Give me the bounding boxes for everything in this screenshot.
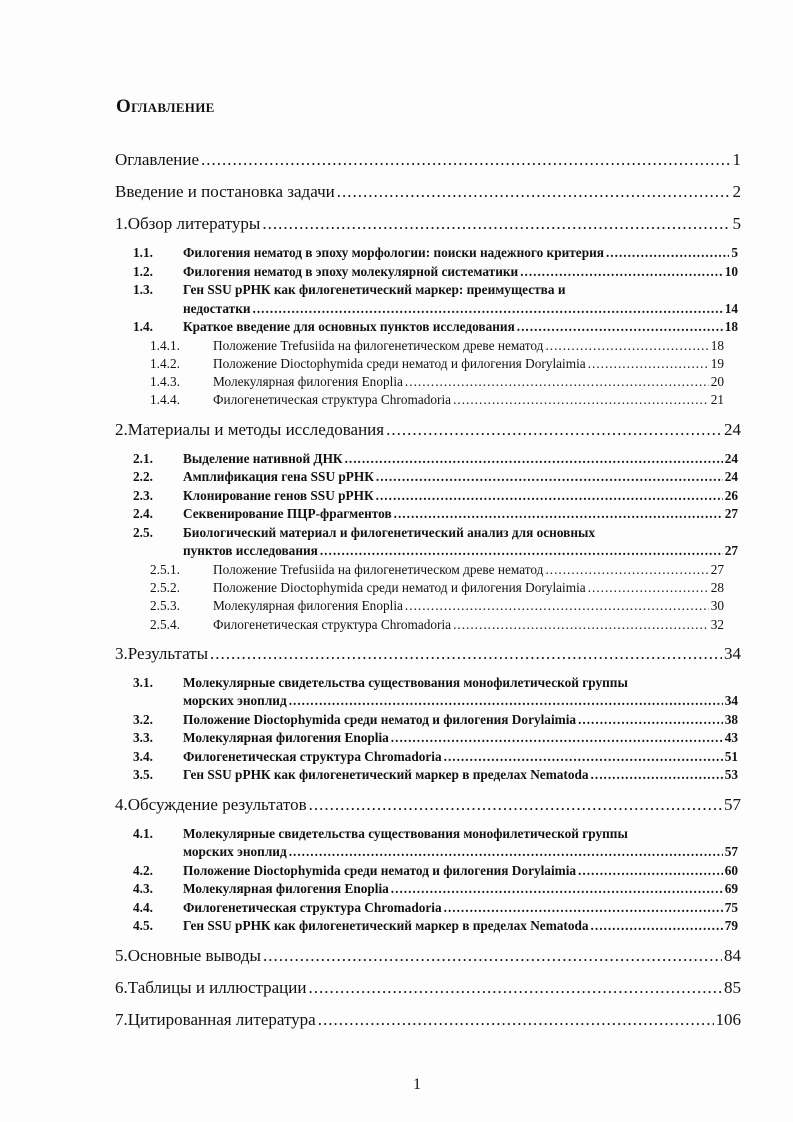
toc-entry-line <box>150 561 724 579</box>
toc-entry[interactable] <box>115 420 741 440</box>
dot-leader <box>345 450 723 469</box>
toc-entry-line <box>133 880 738 899</box>
section-title: 6.Таблицы и иллюстрации <box>115 977 307 997</box>
toc-entry[interactable] <box>115 795 741 815</box>
dot-leader <box>545 561 708 579</box>
toc-entry[interactable] <box>133 899 738 918</box>
dot-leader <box>318 1010 714 1030</box>
toc-entry[interactable] <box>133 487 738 506</box>
toc-entry[interactable] <box>133 766 738 785</box>
toc-entry[interactable] <box>150 616 724 634</box>
dot-leader <box>588 579 709 597</box>
toc-entry-line <box>183 692 738 711</box>
section-number: 2.5. <box>133 524 153 540</box>
dot-leader <box>253 300 723 319</box>
toc-entry[interactable] <box>133 468 738 487</box>
section-title: 1.Обзор литературы <box>115 214 261 233</box>
toc-entry-line <box>133 505 738 524</box>
toc-entry-line <box>133 711 738 730</box>
page-ref: 27 <box>724 506 738 522</box>
section-title: Филогенетическая структура Chromadoria <box>183 748 442 764</box>
dot-leader <box>578 862 723 881</box>
section-title-continued: морских эноплид <box>183 844 287 860</box>
toc-subsections <box>115 450 741 634</box>
page-ref: 38 <box>724 711 738 727</box>
toc-entry[interactable] <box>115 1010 741 1030</box>
dot-leader <box>453 391 709 409</box>
page-ref: 60 <box>724 862 738 878</box>
section-number: 3.1. <box>133 674 153 690</box>
section-number: 1.3. <box>133 282 153 297</box>
section-title: 5.Основные выводы <box>115 945 261 965</box>
toc-entry[interactable] <box>133 825 738 862</box>
dot-leader <box>453 616 709 634</box>
dot-leader <box>376 468 723 487</box>
toc-entry[interactable] <box>133 729 738 748</box>
dot-leader <box>376 487 723 506</box>
toc-entry[interactable] <box>150 373 724 391</box>
section-number: 4.3. <box>133 881 153 897</box>
toc-entry-line <box>115 1010 741 1030</box>
toc-entry-line <box>150 355 724 373</box>
section-title: Положение Trefusiida на филогенетическом древе нематод <box>213 337 544 353</box>
section-number: 1.4.2. <box>150 355 180 371</box>
dot-leader <box>308 978 722 998</box>
toc-entry[interactable] <box>115 978 741 998</box>
page-ref: 57 <box>724 794 741 814</box>
dot-leader <box>591 917 723 936</box>
page-ref: 28 <box>710 579 724 595</box>
dot-leader <box>289 692 723 711</box>
section-title-continued: пунктов исследования <box>183 543 318 559</box>
section-title: Ген SSU рРНК как филогенетический маркер в пределах Nematoda <box>183 918 589 934</box>
section-title: Положение Dioctophymida среди нематод и филогения Dorylaimia <box>213 355 586 371</box>
section-title: Филогенетическая структура Chromadoria <box>213 392 452 408</box>
section-number: 4.4. <box>133 899 153 915</box>
page-ref: 30 <box>710 598 724 614</box>
page-ref: 32 <box>710 616 724 632</box>
toc-entry[interactable] <box>133 917 738 936</box>
section-title: Введение и постановка задачи <box>115 182 335 201</box>
page-ref: 75 <box>724 899 738 915</box>
section-title: Оглавление <box>115 150 199 169</box>
toc-entry[interactable] <box>133 674 738 711</box>
toc-entry[interactable] <box>133 862 738 881</box>
toc-entry-line <box>150 616 724 634</box>
dot-leader <box>444 899 723 918</box>
page-number: 1 <box>413 1076 421 1093</box>
page-ref: 26 <box>724 487 738 503</box>
section-number: 3.4. <box>133 748 153 764</box>
toc-entry[interactable] <box>133 524 738 561</box>
dot-leader <box>545 337 708 355</box>
dot-leader <box>405 597 709 615</box>
toc-entry-line <box>150 597 724 615</box>
section-title: Молекулярная филогения Enoplia <box>183 881 389 897</box>
toc-entry[interactable] <box>150 391 724 409</box>
toc-entry[interactable] <box>150 355 724 373</box>
page-ref: 43 <box>724 730 738 746</box>
toc-entry-line <box>133 318 738 337</box>
toc-entry-line <box>133 263 738 282</box>
toc-entry-line <box>183 843 738 862</box>
dot-leader <box>444 748 723 767</box>
section-title: Секвенирование ПЦР-фрагментов <box>183 506 392 522</box>
section-number: 2.1. <box>133 450 153 466</box>
section-title: Биологический материал и филогенетический анализ для основных <box>183 524 596 540</box>
table-of-contents <box>115 150 741 1030</box>
page-ref: 85 <box>724 977 741 997</box>
toc-entry[interactable] <box>150 597 724 615</box>
toc-subsections <box>115 244 741 410</box>
section-title: Выделение нативной ДНК <box>183 450 343 466</box>
page-ref: 79 <box>724 918 738 934</box>
page-ref: 24 <box>724 450 738 466</box>
section-number: 2.5.2. <box>150 579 180 595</box>
dot-leader <box>394 505 723 524</box>
section-title: 4.Обсуждение результатов <box>115 794 307 814</box>
section-number: 3.2. <box>133 711 153 727</box>
toc-entry-line <box>150 337 724 355</box>
page-ref: 5 <box>731 245 738 260</box>
page-ref: 10 <box>724 263 738 279</box>
toc-entry[interactable] <box>115 150 741 170</box>
section-number: 1.1. <box>133 245 153 260</box>
page-ref: 20 <box>710 374 724 390</box>
section-title: Молекулярная филогения Enoplia <box>213 374 403 390</box>
toc-entry[interactable] <box>133 318 738 337</box>
toc-entry-line <box>133 450 738 469</box>
dot-leader <box>606 244 729 263</box>
section-title: Филогения нематод в эпоху морфологии: поиски надежного критерия <box>183 245 604 260</box>
section-title: Амплификация гена SSU рРНК <box>183 469 374 485</box>
dot-leader <box>289 843 723 862</box>
page-ref: 69 <box>724 881 738 897</box>
toc-entry-line <box>133 766 738 785</box>
section-title: Ген SSU рРНК как филогенетический маркер в пределах Nematoda <box>183 767 589 783</box>
page-ref: 51 <box>724 748 738 764</box>
section-number: 4.1. <box>133 825 153 841</box>
dot-leader <box>517 318 723 337</box>
toc-entry-line <box>150 373 724 391</box>
toc-entry[interactable] <box>115 214 741 234</box>
toc-entry[interactable] <box>150 579 724 597</box>
section-title: Филогенетическая структура Chromadoria <box>213 616 452 632</box>
page-ref: 19 <box>710 355 724 371</box>
toc-entry[interactable] <box>150 561 724 579</box>
page-ref: 24 <box>724 419 741 439</box>
toc-entry[interactable] <box>133 281 738 318</box>
page-ref: 5 <box>732 214 741 233</box>
page-ref: 57 <box>724 844 738 860</box>
section-title: Клонирование генов SSU рРНК <box>183 487 374 503</box>
section-number: 1.2. <box>133 263 153 279</box>
section-number: 1.4.4. <box>150 392 180 408</box>
toc-entry-line <box>133 281 738 300</box>
toc-entry-line <box>183 542 738 561</box>
section-number: 2.2. <box>133 469 153 485</box>
page-ref: 27 <box>724 543 738 559</box>
dot-leader <box>391 880 723 899</box>
section-number: 1.4. <box>133 319 153 334</box>
section-title: 3.Результаты <box>115 643 209 663</box>
page-ref: 53 <box>724 767 738 783</box>
section-title: Молекулярные свидетельства существования монофилетической группы <box>183 825 628 841</box>
toc-entry[interactable] <box>115 182 741 202</box>
dot-leader <box>309 795 722 815</box>
dot-leader <box>386 420 722 440</box>
toc-entry-line <box>133 468 738 487</box>
section-number: 2.5.1. <box>150 561 180 577</box>
section-number: 4.2. <box>133 862 153 878</box>
page-ref: 27 <box>710 561 724 577</box>
toc-title: Оглавление <box>116 96 215 117</box>
section-title: Молекулярная филогения Enoplia <box>213 598 403 614</box>
toc-entry-line <box>115 420 741 440</box>
toc-entry[interactable] <box>115 644 741 664</box>
section-number: 2.5.4. <box>150 616 180 632</box>
dot-leader <box>201 150 731 170</box>
toc-entry-line <box>115 182 741 202</box>
dot-leader <box>520 263 723 282</box>
section-title: Положение Trefusiida на филогенетическом древе нематод <box>213 561 544 577</box>
section-title: Филогенетическая структура Chromadoria <box>183 899 442 915</box>
section-title: Положение Dioctophymida среди нематод и филогения Dorylaimia <box>213 579 586 595</box>
section-title: Положение Dioctophymida среди нематод и филогения Dorylaimia <box>183 862 577 878</box>
toc-entry-line <box>115 795 741 815</box>
toc-entry[interactable] <box>133 748 738 767</box>
dot-leader <box>391 729 723 748</box>
section-title: Краткое введение для основных пунктов исследования <box>183 319 515 334</box>
dot-leader <box>591 766 723 785</box>
page-ref: 34 <box>724 643 741 663</box>
toc-entry-line <box>115 214 741 234</box>
toc-entry[interactable] <box>150 337 724 355</box>
section-title: Положение Dioctophymida среди нематод и филогения Dorylaimia <box>183 711 577 727</box>
toc-subsections <box>115 825 741 936</box>
toc-entry-line <box>133 748 738 767</box>
section-number: 3.5. <box>133 767 153 783</box>
toc-entry-line <box>133 862 738 881</box>
toc-entry[interactable] <box>133 880 738 899</box>
toc-entry[interactable] <box>133 263 738 282</box>
page-ref: 18 <box>724 319 738 334</box>
section-title: Молекулярная филогения Enoplia <box>183 730 389 746</box>
page-ref: 14 <box>724 300 738 316</box>
toc-entry-line <box>133 487 738 506</box>
toc-entry-line <box>115 644 741 664</box>
dot-leader <box>320 542 723 561</box>
section-title: Молекулярные свидетельства существования монофилетической группы <box>183 674 628 690</box>
page-ref: 24 <box>724 469 738 485</box>
page-ref: 18 <box>710 337 724 353</box>
dot-leader <box>262 214 730 234</box>
section-number: 3.3. <box>133 730 153 746</box>
toc-entry[interactable] <box>115 946 741 966</box>
section-number: 4.5. <box>133 918 153 934</box>
section-number: 1.4.1. <box>150 337 180 353</box>
dot-leader <box>263 946 722 966</box>
section-title: 2.Материалы и методы исследования <box>115 419 385 439</box>
section-title: 7.Цитированная литература <box>115 1009 316 1029</box>
dot-leader <box>588 355 709 373</box>
toc-entry-line <box>183 300 738 319</box>
toc-entry-line <box>150 579 724 597</box>
page-ref: 84 <box>724 945 741 965</box>
section-number: 1.4.3. <box>150 374 180 390</box>
toc-entry-line <box>133 244 738 263</box>
section-number: 2.5.3. <box>150 598 180 614</box>
section-title-continued: морских эноплид <box>183 693 287 709</box>
dot-leader <box>405 373 709 391</box>
dot-leader <box>210 644 722 664</box>
toc-entry[interactable] <box>133 244 738 263</box>
toc-entry-line <box>115 150 741 170</box>
toc-entry-line <box>133 524 738 543</box>
section-title-continued: недостатки <box>183 300 251 316</box>
toc-entry-line <box>133 917 738 936</box>
toc-entry-line <box>133 674 738 693</box>
toc-entry-line <box>133 825 738 844</box>
section-title: Ген SSU рРНК как филогенетический маркер: преимущества и <box>183 282 566 297</box>
page-ref: 2 <box>732 182 741 201</box>
dot-leader <box>337 182 731 202</box>
dot-leader <box>578 711 723 730</box>
toc-entry-line <box>115 946 741 966</box>
toc-entry[interactable] <box>133 505 738 524</box>
page-ref: 21 <box>710 392 724 408</box>
page-ref: 106 <box>715 1009 741 1029</box>
toc-entry-line <box>133 899 738 918</box>
section-title: Филогения нематод в эпоху молекулярной систематики <box>183 263 519 279</box>
toc-entry-line <box>150 391 724 409</box>
toc-entry[interactable] <box>133 711 738 730</box>
toc-entry[interactable] <box>133 450 738 469</box>
toc-entry-line <box>115 978 741 998</box>
page-ref: 1 <box>732 150 741 169</box>
toc-subsections <box>115 674 741 785</box>
toc-entry-line <box>133 729 738 748</box>
section-number: 2.4. <box>133 506 153 522</box>
section-number: 2.3. <box>133 487 153 503</box>
page-ref: 34 <box>724 693 738 709</box>
